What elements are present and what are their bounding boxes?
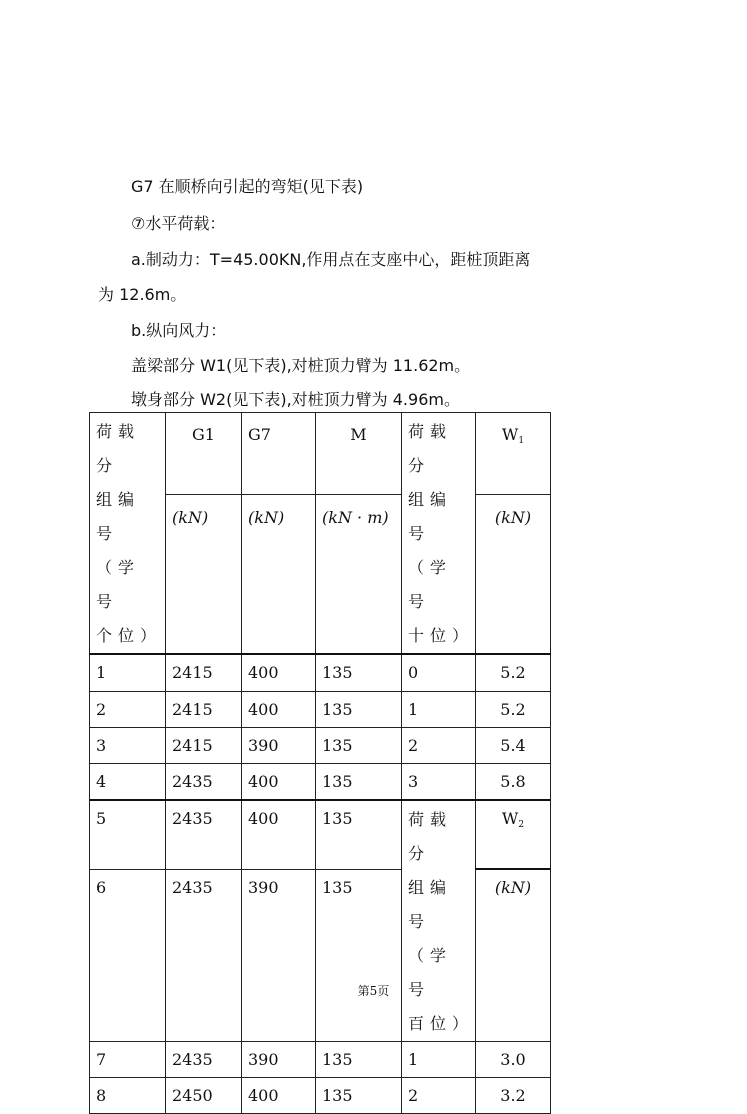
table-header-row bbox=[90, 413, 551, 495]
cell-no: 3 bbox=[90, 727, 166, 763]
cell-hundreds: 2 bbox=[402, 1077, 476, 1113]
cell-w2: 3.2 bbox=[476, 1077, 551, 1113]
unit-w1: (kN) bbox=[476, 494, 551, 654]
cell-no: 7 bbox=[90, 1041, 166, 1077]
cell-g7: 400 bbox=[242, 1077, 316, 1113]
cell-w1: 5.2 bbox=[476, 691, 551, 727]
cell-m: 135 bbox=[316, 727, 402, 763]
cell-g7: 390 bbox=[242, 727, 316, 763]
cell-m: 135 bbox=[316, 869, 402, 1041]
cell-hundreds: 1 bbox=[402, 1041, 476, 1077]
cell-tens: 1 bbox=[402, 691, 476, 727]
paragraph-g7-moment: G7 在顺桥向引起的弯矩(见下表) bbox=[131, 177, 364, 196]
header-group-tens: 荷载分 组编号 （学号 十位） bbox=[402, 413, 476, 655]
cell-m: 135 bbox=[316, 1077, 402, 1113]
unit-m: (kN · m) bbox=[316, 494, 402, 654]
cell-w1: 5.4 bbox=[476, 727, 551, 763]
table-row bbox=[90, 654, 551, 691]
cell-m: 135 bbox=[316, 1041, 402, 1077]
paragraph-pier-body-w2: 墩身部分 W2(见下表),对桩顶力臂为 4.96m。 bbox=[131, 390, 460, 409]
cell-g1: 2415 bbox=[166, 691, 242, 727]
cell-m: 135 bbox=[316, 654, 402, 691]
unit-g1: (kN) bbox=[166, 494, 242, 654]
header-m: M bbox=[316, 413, 402, 495]
cell-no: 5 bbox=[90, 800, 166, 870]
cell-tens: 2 bbox=[402, 727, 476, 763]
cell-w1: 5.2 bbox=[476, 654, 551, 691]
cell-g1: 2415 bbox=[166, 654, 242, 691]
cell-g7: 400 bbox=[242, 691, 316, 727]
cell-g7: 400 bbox=[242, 763, 316, 800]
header-w2: $W_2$ bbox=[476, 800, 551, 870]
table-row bbox=[90, 691, 551, 727]
header-g7: G7 bbox=[242, 413, 316, 495]
table-row bbox=[90, 727, 551, 763]
paragraph-braking-force: a.制动力：T=45.00KN,作用点在支座中心，距桩顶距离 bbox=[131, 250, 531, 269]
table-row bbox=[90, 1077, 551, 1113]
paragraph-braking-distance: 为 12.6m。 bbox=[98, 285, 187, 304]
cell-no: 1 bbox=[90, 654, 166, 691]
header-g1: G1 bbox=[166, 413, 242, 495]
unit-g7: (kN) bbox=[242, 494, 316, 654]
cell-m: 135 bbox=[316, 763, 402, 800]
cell-w1: 5.8 bbox=[476, 763, 551, 800]
cell-tens: 0 bbox=[402, 654, 476, 691]
cell-g1: 2435 bbox=[166, 763, 242, 800]
cell-w2: 3.0 bbox=[476, 1041, 551, 1077]
cell-g7: 390 bbox=[242, 1041, 316, 1077]
table-row bbox=[90, 1041, 551, 1077]
unit-w2: (kN) bbox=[476, 869, 551, 1041]
cell-m: 135 bbox=[316, 800, 402, 870]
header-group-ones: 荷载分 组编号 （学号 个位） bbox=[90, 413, 166, 655]
cell-g1: 2435 bbox=[166, 800, 242, 870]
paragraph-cap-beam-w1: 盖梁部分 W1(见下表),对桩顶力臂为 11.62m。 bbox=[131, 356, 471, 375]
cell-m: 135 bbox=[316, 691, 402, 727]
table-row bbox=[90, 763, 551, 800]
table-row bbox=[90, 800, 551, 870]
cell-g7: 400 bbox=[242, 654, 316, 691]
load-table bbox=[89, 412, 551, 1114]
cell-tens: 3 bbox=[402, 763, 476, 800]
cell-no: 4 bbox=[90, 763, 166, 800]
table-row bbox=[90, 869, 551, 1041]
cell-g1: 2435 bbox=[166, 1041, 242, 1077]
cell-g1: 2415 bbox=[166, 727, 242, 763]
cell-g1: 2450 bbox=[166, 1077, 242, 1113]
cell-no: 6 bbox=[90, 869, 166, 1041]
heading-horizontal-load: ⑦水平荷载： bbox=[131, 214, 226, 233]
cell-g1: 2435 bbox=[166, 869, 242, 1041]
cell-no: 8 bbox=[90, 1077, 166, 1113]
header-group-hundreds: 荷载分 组编号 （学号 百位） bbox=[402, 800, 476, 1042]
cell-g7: 390 bbox=[242, 869, 316, 1041]
header-w1: $W_1$ bbox=[476, 413, 551, 495]
cell-no: 2 bbox=[90, 691, 166, 727]
heading-longitudinal-wind: b.纵向风力： bbox=[131, 321, 227, 340]
cell-g7: 400 bbox=[242, 800, 316, 870]
page-footer: 第5页 bbox=[357, 984, 390, 998]
